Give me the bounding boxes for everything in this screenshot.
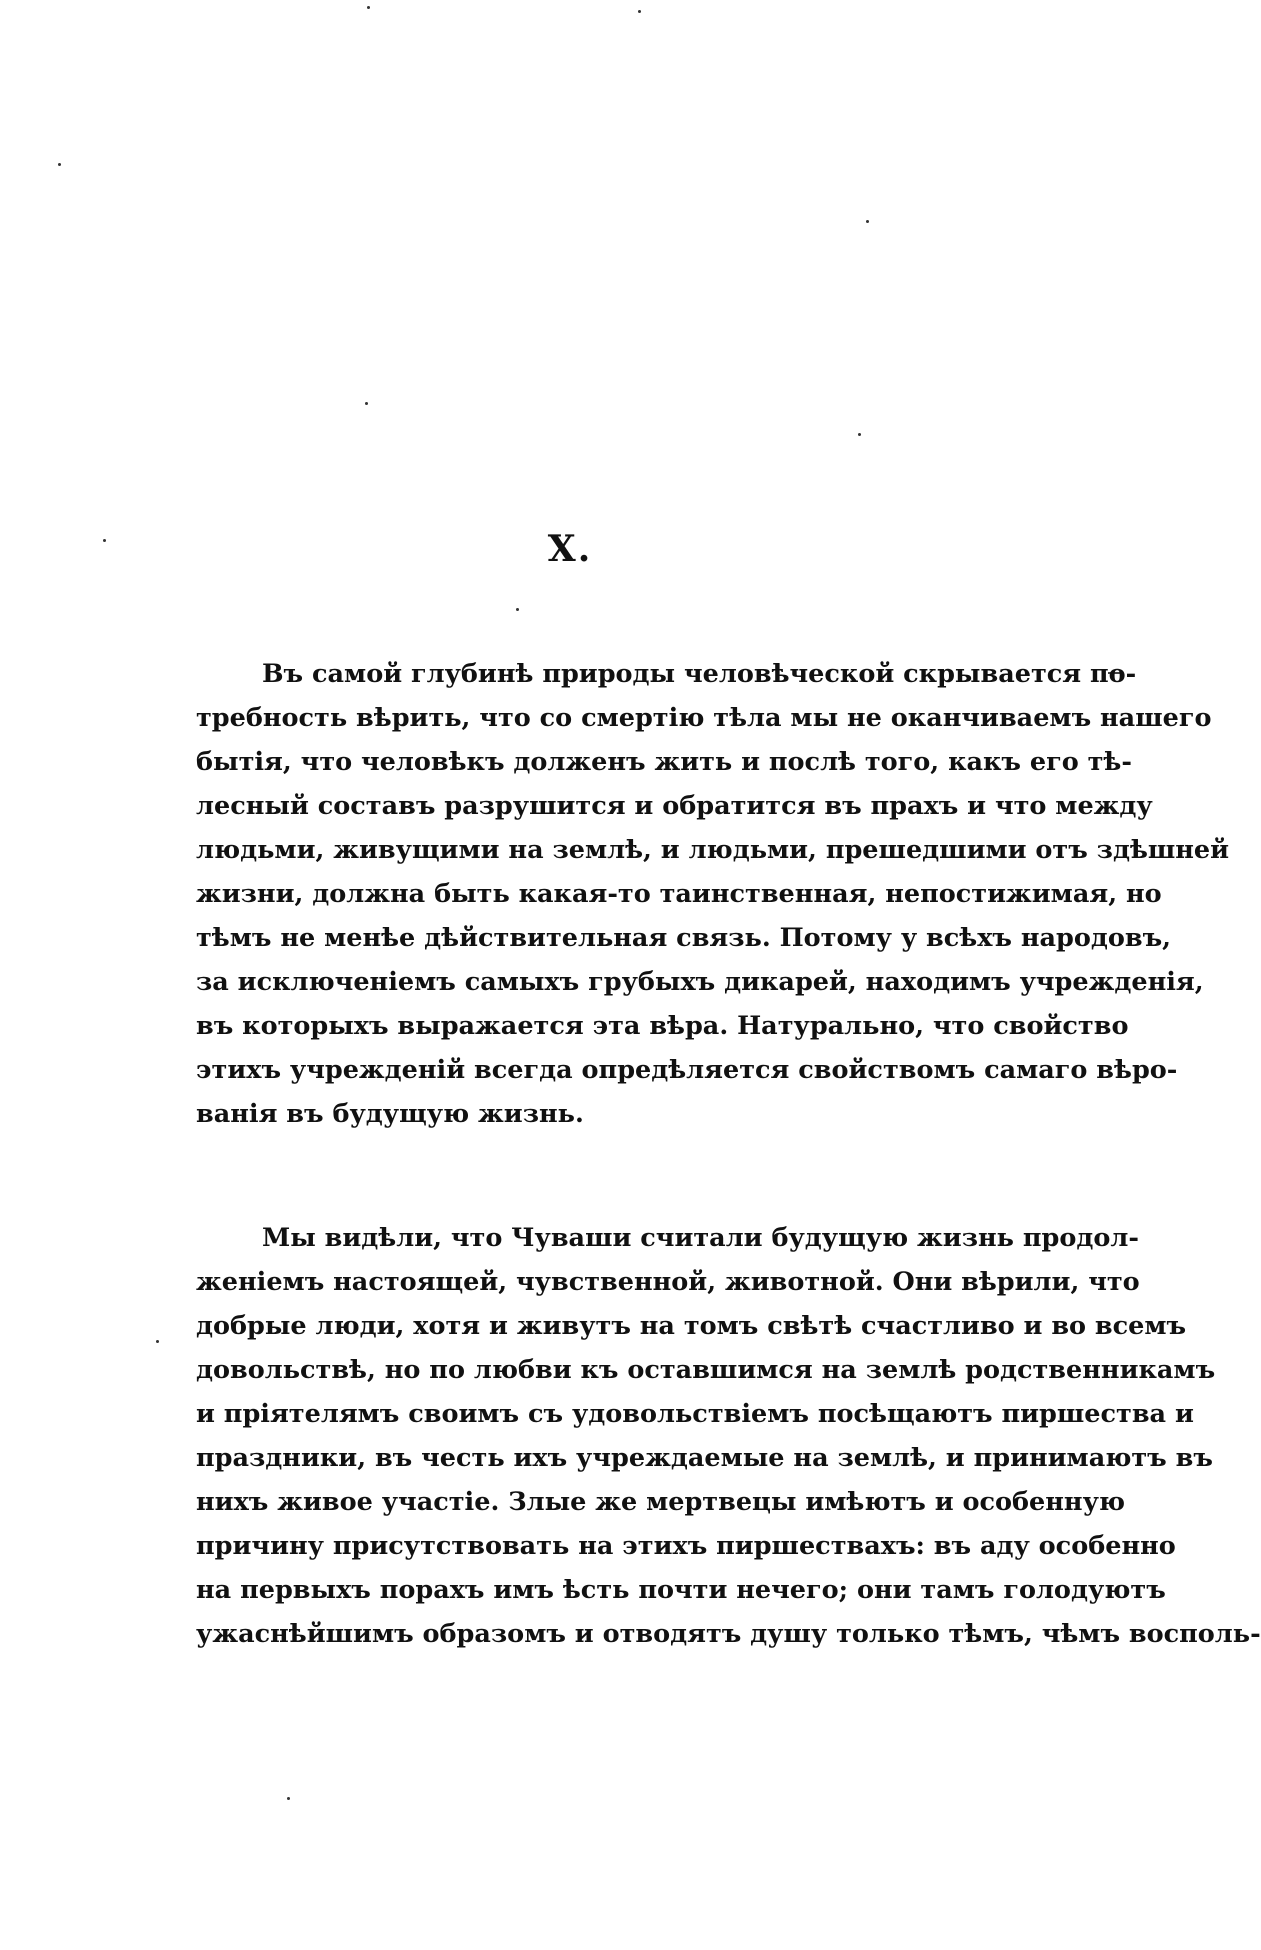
text-line: довольствѣ, но по любви къ оставшимся на землѣ родственникамъ xyxy=(196,1355,1216,1385)
text-line: женіемъ настоящей, чувственной, животной. Они вѣрили, что xyxy=(196,1267,1140,1297)
text-line: Мы видѣли, что Чуваши считали будущую жизнь продол- xyxy=(262,1223,1139,1253)
text-line: тѣмъ не менѣе дѣйствительная связь. Потому у всѣхъ народовъ, xyxy=(196,923,1172,953)
text-line: за исключеніемъ самыхъ грубыхъ дикарей, находимъ учрежденія, xyxy=(196,967,1204,997)
paragraph-2 xyxy=(196,1216,1261,1656)
text-line: на первыхъ порахъ имъ ѣсть почти нечего; они тамъ голодуютъ xyxy=(196,1575,1166,1605)
text-line: и пріятелямъ своимъ съ удовольствіемъ посѣщаютъ пиршества и xyxy=(196,1399,1194,1429)
text-line: причину присутствовать на этихъ пиршествахъ: въ аду особенно xyxy=(196,1531,1176,1561)
text-line: нихъ живое участіе. Злые же мертвецы имѣютъ и особенную xyxy=(196,1487,1126,1517)
text-line: въ которыхъ выражается эта вѣра. Натурально, что свойство xyxy=(196,1011,1129,1041)
scan-speck xyxy=(367,6,370,9)
paragraph-1 xyxy=(196,652,1230,1136)
chapter-heading: X. xyxy=(547,528,593,570)
text-line: ужаснѣйшимъ образомъ и отводятъ душу только тѣмъ, чѣмъ восполь- xyxy=(196,1619,1261,1649)
text-line: лесный составъ разрушится и обратится въ прахъ и что между xyxy=(196,791,1153,821)
scan-speck xyxy=(866,220,869,223)
text-line: добрые люди, хотя и живутъ на томъ свѣтѣ счастливо и во всемъ xyxy=(196,1311,1187,1341)
scan-speck xyxy=(287,1797,290,1800)
scan-speck xyxy=(58,163,61,166)
scan-speck xyxy=(156,1340,159,1343)
text-line: бытія, что человѣкъ долженъ жить и послѣ того, какъ его тѣ- xyxy=(196,747,1132,777)
text-line: требность вѣрить, что со смертію тѣла мы не оканчиваемъ нашего xyxy=(196,703,1212,733)
scan-speck xyxy=(638,10,641,13)
scan-speck xyxy=(365,402,368,405)
text-line: этихъ учрежденій всегда опредѣляется свойствомъ самаго вѣро- xyxy=(196,1055,1178,1085)
text-line: жизни, должна быть какая-то таинственная, непостижимая, но xyxy=(196,879,1162,909)
text-line: ванія въ будущую жизнь. xyxy=(196,1099,584,1129)
scan-speck xyxy=(858,433,861,436)
text-line: праздники, въ честь ихъ учреждаемые на землѣ, и принимаютъ въ xyxy=(196,1443,1213,1473)
scan-speck xyxy=(516,608,519,611)
text-line: Въ самой глубинѣ природы человѣческой скрывается по- xyxy=(262,659,1137,689)
text-line: людьми, живущими на землѣ, и людьми, прешедшими отъ здѣшней xyxy=(196,835,1230,865)
